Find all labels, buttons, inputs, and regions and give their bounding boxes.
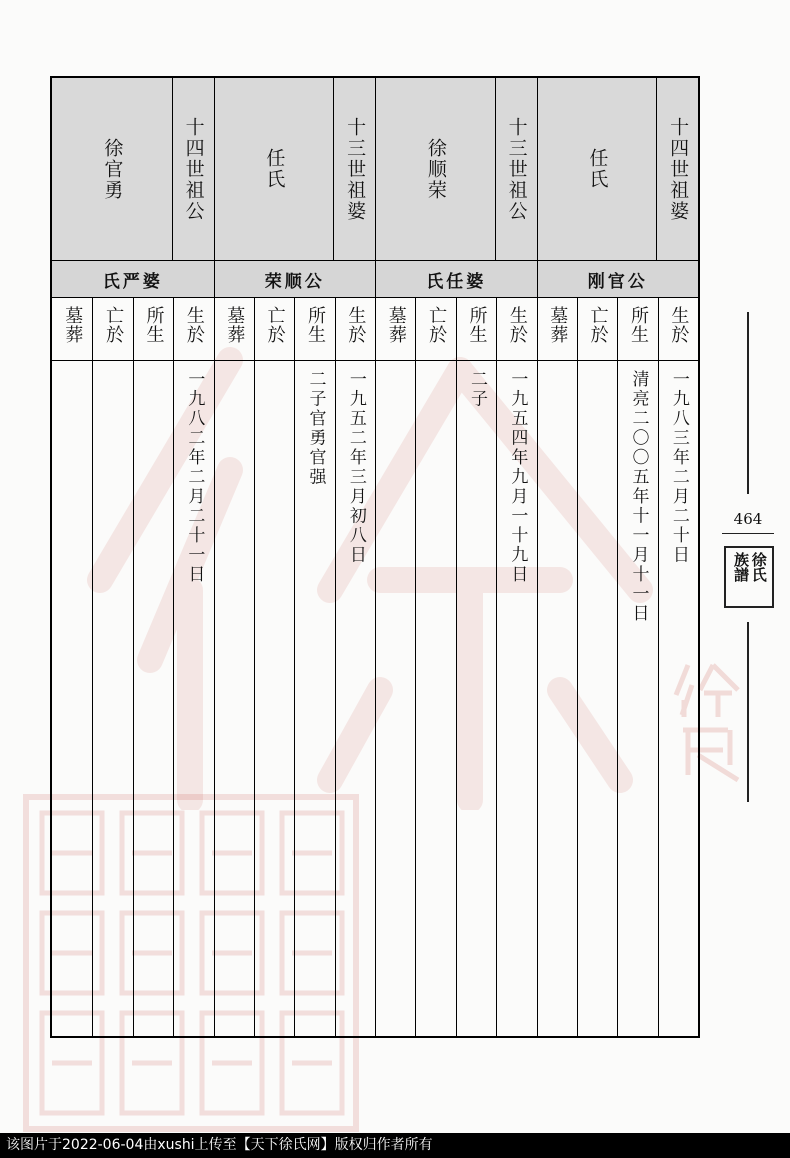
field-label: 亡於 bbox=[103, 306, 125, 344]
generation-cell bbox=[172, 78, 214, 260]
field-burial bbox=[214, 298, 254, 1036]
field-birth bbox=[173, 298, 213, 1036]
generation-title: 十四世祖公 bbox=[182, 116, 205, 222]
field-label: 所生 bbox=[304, 306, 326, 344]
spouse-label: 刚官公 bbox=[537, 261, 699, 297]
person-name: 徐官勇 bbox=[101, 137, 124, 201]
field-death bbox=[415, 298, 455, 1036]
field-label: 生於 bbox=[668, 306, 690, 344]
field-label: 生於 bbox=[345, 306, 367, 344]
page-number-rule bbox=[722, 533, 774, 534]
page-number: 464 bbox=[733, 510, 763, 528]
genealogy-table bbox=[50, 76, 700, 1038]
spouse-label: 氏严婆 bbox=[102, 271, 163, 292]
field-birth bbox=[335, 298, 375, 1036]
name-cell bbox=[214, 78, 334, 260]
genealogy-brand-box bbox=[724, 546, 774, 608]
field-value: 二子 bbox=[466, 370, 487, 409]
field-value: 清亮二〇〇五年十一月十一日 bbox=[628, 370, 649, 624]
margin-rule-top bbox=[747, 312, 749, 494]
generation-cell bbox=[333, 78, 375, 260]
field-value: 一九八二年二月二十一日 bbox=[184, 370, 205, 585]
field-value: 一九八三年二月二十日 bbox=[668, 370, 689, 565]
field-label: 墓葬 bbox=[62, 306, 84, 344]
field-children bbox=[456, 298, 496, 1036]
field-value: 二子官勇官强 bbox=[305, 370, 326, 487]
header-row bbox=[52, 78, 698, 260]
field-label: 墓葬 bbox=[547, 306, 569, 344]
detail-row bbox=[52, 298, 698, 1036]
generation-title: 十三世祖婆 bbox=[344, 116, 367, 222]
field-birth bbox=[658, 298, 698, 1036]
field-burial bbox=[52, 298, 92, 1036]
field-value: 一九五四年九月一十九日 bbox=[507, 370, 528, 585]
generation-cell bbox=[656, 78, 698, 260]
person-name: 任氏 bbox=[586, 148, 609, 190]
spouse-label: 氏任婆 bbox=[375, 261, 537, 297]
margin-rule-bottom bbox=[747, 622, 749, 802]
generation-title: 十三世祖公 bbox=[505, 116, 528, 222]
field-burial bbox=[537, 298, 577, 1036]
field-label: 所生 bbox=[466, 306, 488, 344]
person-name: 任氏 bbox=[263, 148, 286, 190]
field-value: 一九五二年三月初八日 bbox=[345, 370, 366, 565]
brand-text: 族譜 bbox=[732, 552, 750, 582]
field-label: 墓葬 bbox=[224, 306, 246, 344]
brand-text: 徐氏 bbox=[749, 552, 768, 582]
field-label: 亡於 bbox=[426, 306, 448, 344]
field-birth bbox=[496, 298, 536, 1036]
person-name: 徐顺荣 bbox=[424, 137, 447, 201]
field-label: 所生 bbox=[627, 306, 649, 344]
field-label: 所生 bbox=[143, 306, 165, 344]
field-label: 生於 bbox=[506, 306, 528, 344]
upload-footer: 该图片于2022-06-04由xushi上传至【天下徐氏网】版权归作者所有 bbox=[0, 1133, 790, 1158]
name-cell bbox=[52, 78, 172, 260]
name-cell bbox=[537, 78, 657, 260]
field-children bbox=[294, 298, 334, 1036]
spouse-row bbox=[52, 260, 698, 298]
field-label: 生於 bbox=[183, 306, 205, 344]
spouse-label: 荣顺公 bbox=[214, 261, 376, 297]
field-death bbox=[254, 298, 294, 1036]
name-cell bbox=[375, 78, 495, 260]
field-burial bbox=[375, 298, 415, 1036]
generation-cell bbox=[495, 78, 537, 260]
field-children bbox=[617, 298, 657, 1036]
field-label: 亡於 bbox=[587, 306, 609, 344]
generation-title: 十四世祖婆 bbox=[667, 116, 690, 222]
field-label: 墓葬 bbox=[385, 306, 407, 344]
field-children bbox=[133, 298, 173, 1036]
field-death bbox=[92, 298, 132, 1036]
field-death bbox=[577, 298, 617, 1036]
field-label: 亡於 bbox=[264, 306, 286, 344]
